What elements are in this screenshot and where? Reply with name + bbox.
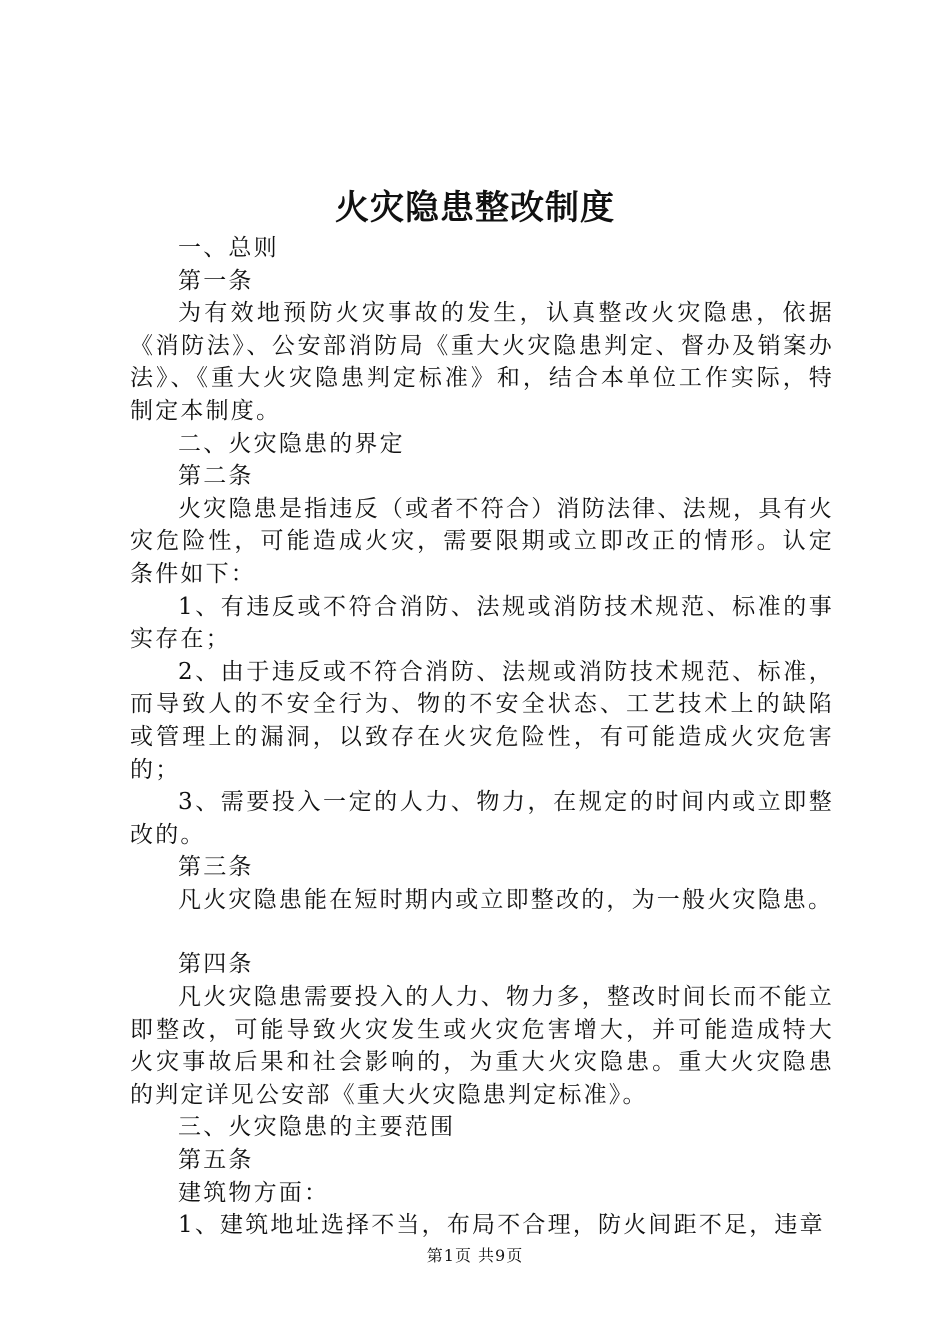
section-heading-general: 一、总则	[178, 235, 279, 261]
article-2-label: 第二条	[178, 463, 254, 490]
document-title: 火灾隐患整改制度	[335, 188, 615, 228]
article-5-subheading: 建筑物方面：	[178, 1179, 330, 1206]
article-3-text: 凡火灾隐患能在短时期内或立即整改的，为一般火灾隐患。	[178, 886, 834, 913]
article-5-label: 第五条	[178, 1147, 254, 1174]
article-2-text: 火灾隐患是指违反（或者不符合）消防法律、法规，具有火灾危险性，可能造成火灾，需要限期或立即改正的情形。认定条件如下：	[130, 495, 834, 587]
section-heading-definition: 二、火灾隐患的界定	[178, 430, 405, 457]
article-4-label: 第四条	[178, 951, 254, 978]
page-footer: 第1页 共9页	[426, 1246, 524, 1265]
condition-item-1: 1、有违反或不符合消防、法规或消防技术规范、标准的事实存在；	[130, 593, 834, 653]
section-heading-scope: 三、火灾隐患的主要范围	[178, 1114, 456, 1141]
document-body	[130, 232, 834, 1242]
article-1-text: 为有效地预防火灾事故的发生，认真整改火灾隐患，依据《消防法》、公安部消防局《重大火灾隐患判定、督办及销案办法》、《重大火灾隐患判定标准》和，结合本单位工作实际，特制定本制度。	[130, 300, 834, 424]
scope-item-1: 1、建筑地址选择不当，布局不合理，防火间距不足，违章	[178, 1212, 825, 1239]
condition-item-2: 2、由于违反或不符合消防、法规或消防技术规范、标准，而导致人的不安全行为、物的不安全状态、工艺技术上的缺陷或管理上的漏洞，以致存在火灾危险性，有可能造成火灾危害的；	[130, 658, 834, 783]
article-1-label: 第一条	[178, 267, 254, 294]
condition-item-3: 3、需要投入一定的人力、物力，在规定的时间内或立即整改的。	[130, 789, 834, 848]
article-3-label: 第三条	[178, 854, 254, 881]
article-4-text: 凡火灾隐患需要投入的人力、物力多，整改时间长而不能立即整改，可能导致火灾发生或火灾危害增大，并可能造成特大火灾事故后果和社会影响的，为重大火灾隐患。重大火灾隐患的判定详见公安部《重大火灾隐患判定标准》。	[130, 984, 834, 1108]
